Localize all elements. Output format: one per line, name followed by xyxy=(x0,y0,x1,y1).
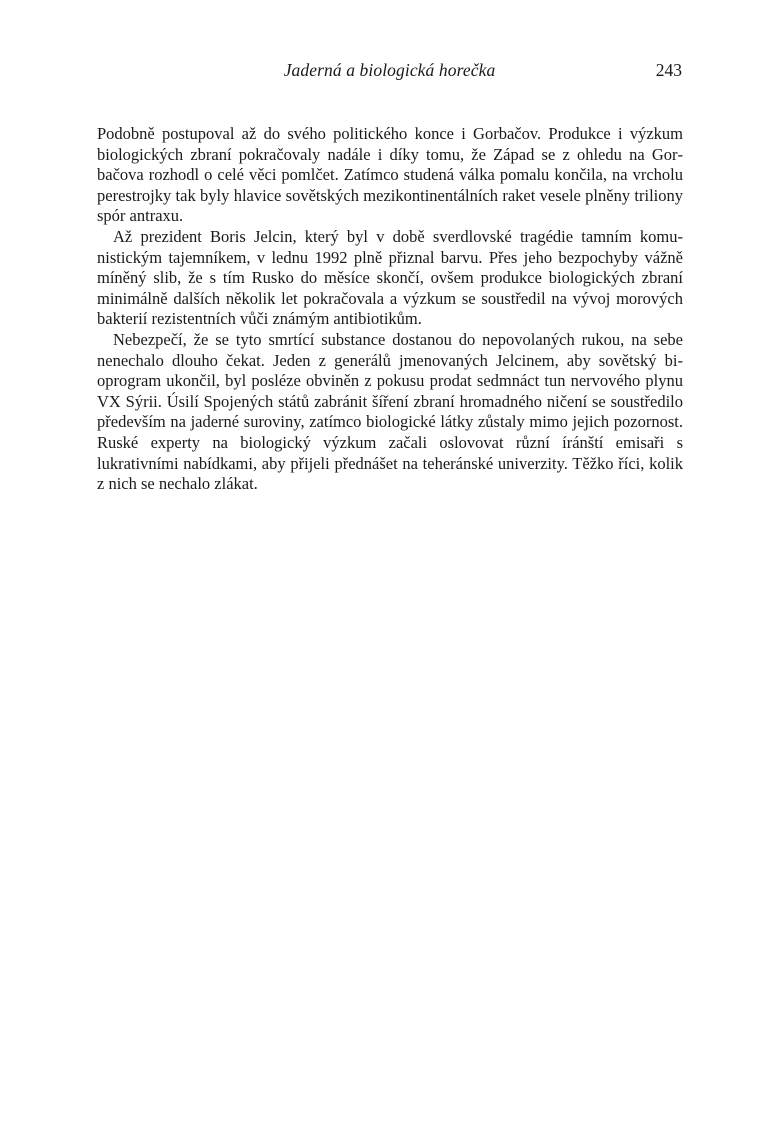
running-title: Jaderná a biologická horečka xyxy=(283,60,496,80)
paragraph-2: Až prezident Boris Jelcin, který byl v době sverdlovské tragédie tamním komunistickým tajemníkem, v lednu 1992 plně přiznal barvu. Přes jeho bezpochyby vážně míněný slib, že s tím Rusko do měsíce skončí, ovšem produkce biologických zbraní minimálně dalších několik let pokračovala a výzkum se soustředil na vývoj morových bakterií rezistentních vůči známým antibiotikům. xyxy=(97,226,683,329)
paragraph-1: Podobně postupoval až do svého politického konce i Gorbačov. Produkce i výzkum biologických zbraní pokračovaly nadále i díky tomu, že Západ se z ohledu na Gorbačova rozhodl o celé věci pomlčet. Zatímco studená válka pomalu končila, na vrcholu perestrojky tak byly hlavice sovětských mezikontinentálních raket vesele plněny triliony spór antraxu. xyxy=(97,124,683,226)
body-text xyxy=(97,124,683,495)
paragraph-3: Nebezpečí, že se tyto smrtící substance dostanou do nepovolaných rukou, na sebe nenechalo dlouho čekat. Jeden z generálů jmenovaných Jelcinem, aby sovětský bioprogram ukončil, byl posléze obviněn z pokusu prodat sedmnáct tun nervového plynu VX Sýrii. Úsilí Spojených států zabránit šíření zbraní hromadného ničení se soustředilo především na jaderné suroviny, zatímco biologické látky zůstaly mimo jejich pozornost. Ruské experty na biologický výzkum začali oslovovat různí íránští emisaři s lukrativními nabídkami, aby přijeli přednášet na teheránské univerzity. Těžko říci, kolik z nich se nechalo zlákat. xyxy=(97,329,683,494)
page-number: 243 xyxy=(655,60,682,80)
running-head xyxy=(97,60,682,84)
